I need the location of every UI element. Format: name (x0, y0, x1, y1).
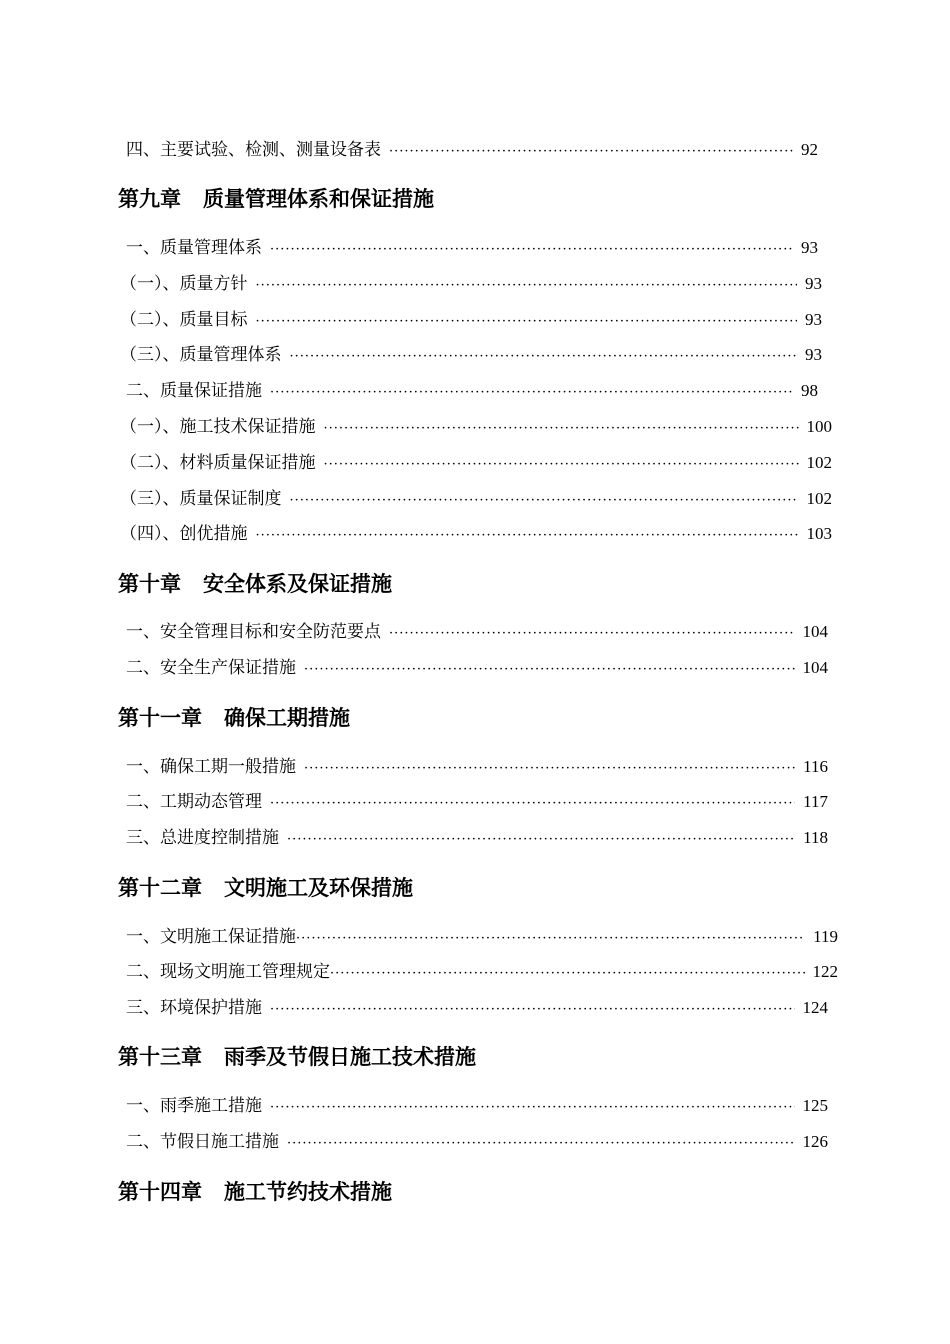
toc-leader-dots (287, 1133, 795, 1155)
chapter-heading[interactable] (118, 185, 434, 213)
toc-entry-page: 93 (805, 345, 822, 364)
toc-entry[interactable] (120, 273, 822, 295)
toc-leader-dots (296, 928, 805, 950)
toc-entry-label: （一）、施工技术保证措施 (120, 417, 316, 437)
toc-entry[interactable] (126, 380, 818, 402)
toc-entry-label: （三）、质量管理体系 (120, 345, 282, 365)
chapter-heading[interactable] (118, 1178, 392, 1206)
toc-entry[interactable] (120, 416, 832, 438)
chapter-number: 第十一章 (118, 706, 202, 730)
toc-entry-page: 124 (802, 998, 828, 1017)
chapter-title: 安全体系及保证措施 (203, 572, 392, 596)
toc-entry-label: 一、安全管理目标和安全防范要点 (126, 622, 381, 642)
toc-entry-page: 126 (802, 1132, 828, 1151)
chapter-heading[interactable] (118, 1043, 476, 1071)
toc-leader-dots (270, 382, 793, 404)
toc-entry-page: 93 (801, 238, 818, 257)
chapter-number: 第十章 (118, 572, 181, 596)
toc-entry-label: 二、工期动态管理 (126, 792, 262, 812)
toc-entry[interactable] (126, 621, 828, 643)
toc-entry-label: 一、确保工期一般措施 (126, 757, 296, 777)
toc-leader-dots (270, 1097, 795, 1119)
toc-entry-page: 104 (802, 658, 828, 677)
toc-entry-page: 104 (802, 622, 828, 641)
chapter-number: 第十二章 (118, 876, 202, 900)
chapter-title: 确保工期措施 (224, 706, 350, 730)
toc-entry-label: 一、文明施工保证措施 (126, 927, 296, 947)
chapter-number: 第九章 (118, 187, 181, 211)
toc-leader-dots (256, 275, 798, 297)
toc-leader-dots (290, 490, 799, 512)
toc-entry-label: 二、质量保证措施 (126, 381, 262, 401)
toc-entry[interactable] (126, 926, 838, 948)
toc-leader-dots (270, 793, 795, 815)
toc-leader-dots (287, 829, 795, 851)
toc-entry-page: 103 (806, 524, 832, 543)
toc-entry[interactable] (126, 1131, 828, 1153)
toc-entry-label: 一、雨季施工措施 (126, 1096, 262, 1116)
toc-leader-dots (256, 525, 799, 547)
toc-entry[interactable] (126, 791, 828, 813)
toc-entry[interactable] (120, 452, 832, 474)
toc-leader-dots (304, 659, 795, 681)
toc-leader-dots (389, 141, 793, 163)
toc-leader-dots (270, 999, 795, 1021)
toc-entry[interactable] (126, 139, 818, 161)
toc-entry-label: 一、质量管理体系 (126, 238, 262, 258)
chapter-title: 施工节约技术措施 (224, 1180, 392, 1204)
toc-leader-dots (324, 454, 799, 476)
chapter-title: 质量管理体系和保证措施 (203, 187, 434, 211)
toc-entry[interactable] (120, 309, 822, 331)
toc-leader-dots (256, 311, 798, 333)
toc-entry[interactable] (126, 756, 828, 778)
chapter-title: 雨季及节假日施工技术措施 (224, 1045, 476, 1069)
toc-entry-label: 三、环境保护措施 (126, 998, 262, 1018)
chapter-number: 第十三章 (118, 1045, 202, 1069)
toc-entry-label: （一）、质量方针 (120, 274, 248, 294)
toc-entry-label: 二、现场文明施工管理规定 (126, 962, 330, 982)
toc-entry[interactable] (126, 657, 828, 679)
toc-entry[interactable] (126, 827, 828, 849)
toc-entry-page: 122 (812, 962, 838, 981)
toc-entry-page: 98 (801, 381, 818, 400)
toc-entry[interactable] (126, 997, 828, 1019)
chapter-heading[interactable] (118, 874, 413, 902)
toc-entry-label: 二、节假日施工措施 (126, 1132, 279, 1152)
toc-entry-page: 119 (813, 927, 838, 946)
toc-entry-label: （二）、材料质量保证措施 (120, 453, 316, 473)
toc-entry[interactable] (126, 961, 838, 983)
toc-entry-label: 二、安全生产保证措施 (126, 658, 296, 678)
toc-leader-dots (304, 758, 795, 780)
toc-entry-page: 100 (806, 417, 832, 436)
toc-entry[interactable] (126, 237, 818, 259)
toc-entry-label: （二）、质量目标 (120, 310, 248, 330)
chapter-number: 第十四章 (118, 1180, 202, 1204)
toc-entry-page: 93 (805, 274, 822, 293)
toc-entry-page: 93 (805, 310, 822, 329)
chapter-heading[interactable] (118, 704, 350, 732)
toc-entry-label: （三）、质量保证制度 (120, 489, 282, 509)
toc-entry-label: 四、主要试验、检测、测量设备表 (126, 140, 381, 160)
toc-entry-page: 116 (803, 757, 828, 776)
toc-leader-dots (389, 623, 795, 645)
toc-leader-dots (324, 418, 799, 440)
toc-entry-page: 117 (803, 792, 828, 811)
toc-entry-label: （四）、创优措施 (120, 524, 248, 544)
toc-entry[interactable] (120, 523, 832, 545)
toc-entry[interactable] (120, 344, 822, 366)
toc-entry-label: 三、总进度控制措施 (126, 828, 279, 848)
toc-entry-page: 102 (806, 453, 832, 472)
toc-entry-page: 102 (806, 489, 832, 508)
toc-entry-page: 92 (801, 140, 818, 159)
toc-entry-page: 118 (803, 828, 828, 847)
chapter-heading[interactable] (118, 570, 392, 598)
toc-entry[interactable] (120, 488, 832, 510)
toc-entry-page: 125 (802, 1096, 828, 1115)
toc-leader-dots (290, 346, 798, 368)
chapter-title: 文明施工及环保措施 (224, 876, 413, 900)
toc-entry[interactable] (126, 1095, 828, 1117)
toc-leader-dots (270, 239, 793, 261)
toc-leader-dots (330, 963, 805, 985)
